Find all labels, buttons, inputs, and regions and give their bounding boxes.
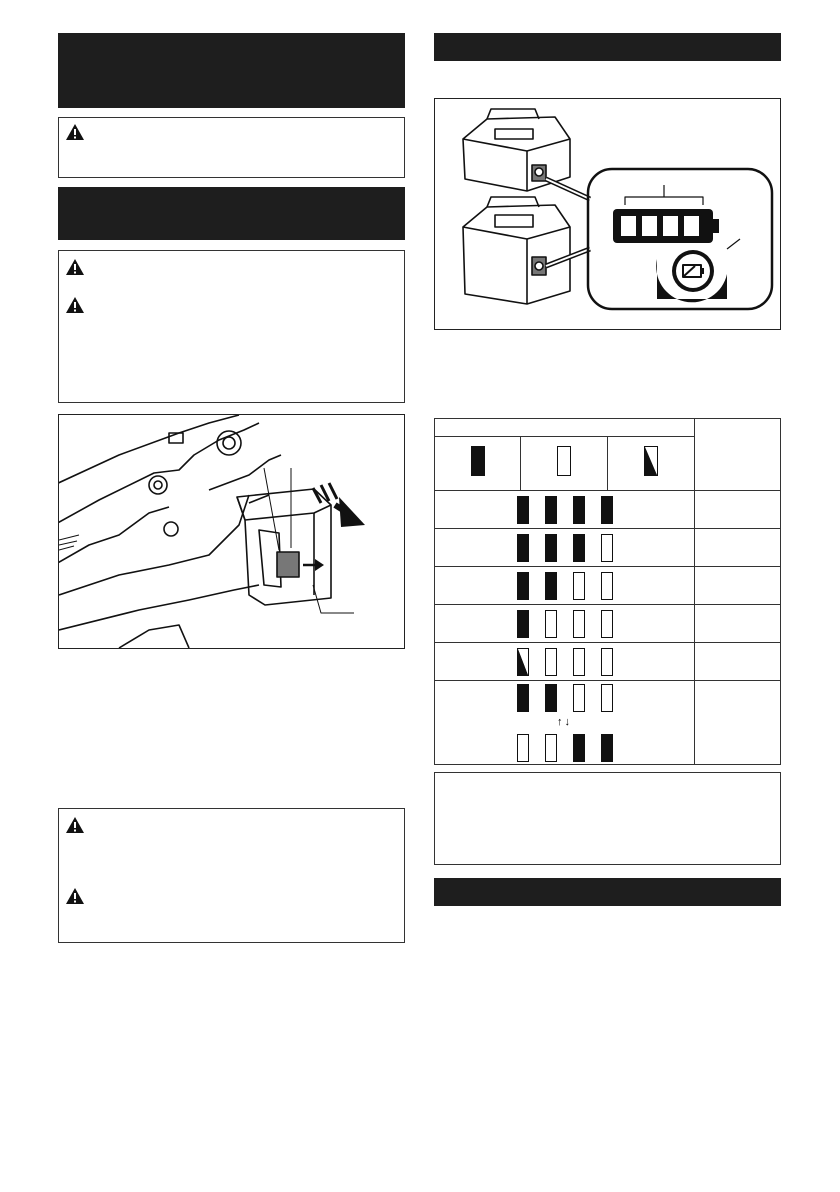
section-title-bar-3 [434,33,781,61]
warning-triangle-icon [65,296,85,314]
legend-blinking [608,437,695,491]
battery-indicator-illustration [435,99,780,329]
table-row-alternating [435,681,781,765]
table-header-capacity [695,419,781,491]
battery-install-figure [58,414,405,649]
indicator-table [434,418,781,765]
section-title-bar-4 [434,878,781,906]
warning-box-bottom [58,808,405,943]
battery-indicator-figure [434,98,781,330]
table-row [435,529,781,567]
table-row [435,605,781,643]
page-footer-strip [0,1186,840,1192]
warning-triangle-icon [65,123,85,141]
legend-off [521,437,608,491]
warning-triangle-icon [65,816,85,834]
warning-triangle-icon [65,887,85,905]
section-title-bar-2 [58,187,405,240]
table-row [435,643,781,681]
warning-box-1 [58,117,405,178]
table-row [435,491,781,529]
battery-install-illustration [59,415,404,648]
section-title-bar-1 [58,33,405,108]
warning-triangle-icon [65,258,85,276]
note-box [434,772,781,865]
caution-box [58,250,405,403]
alternate-arrows: ↑↓ [557,715,573,728]
legend-lit [435,437,521,491]
table-row [435,567,781,605]
table-header-indicator-lamps [435,419,695,437]
